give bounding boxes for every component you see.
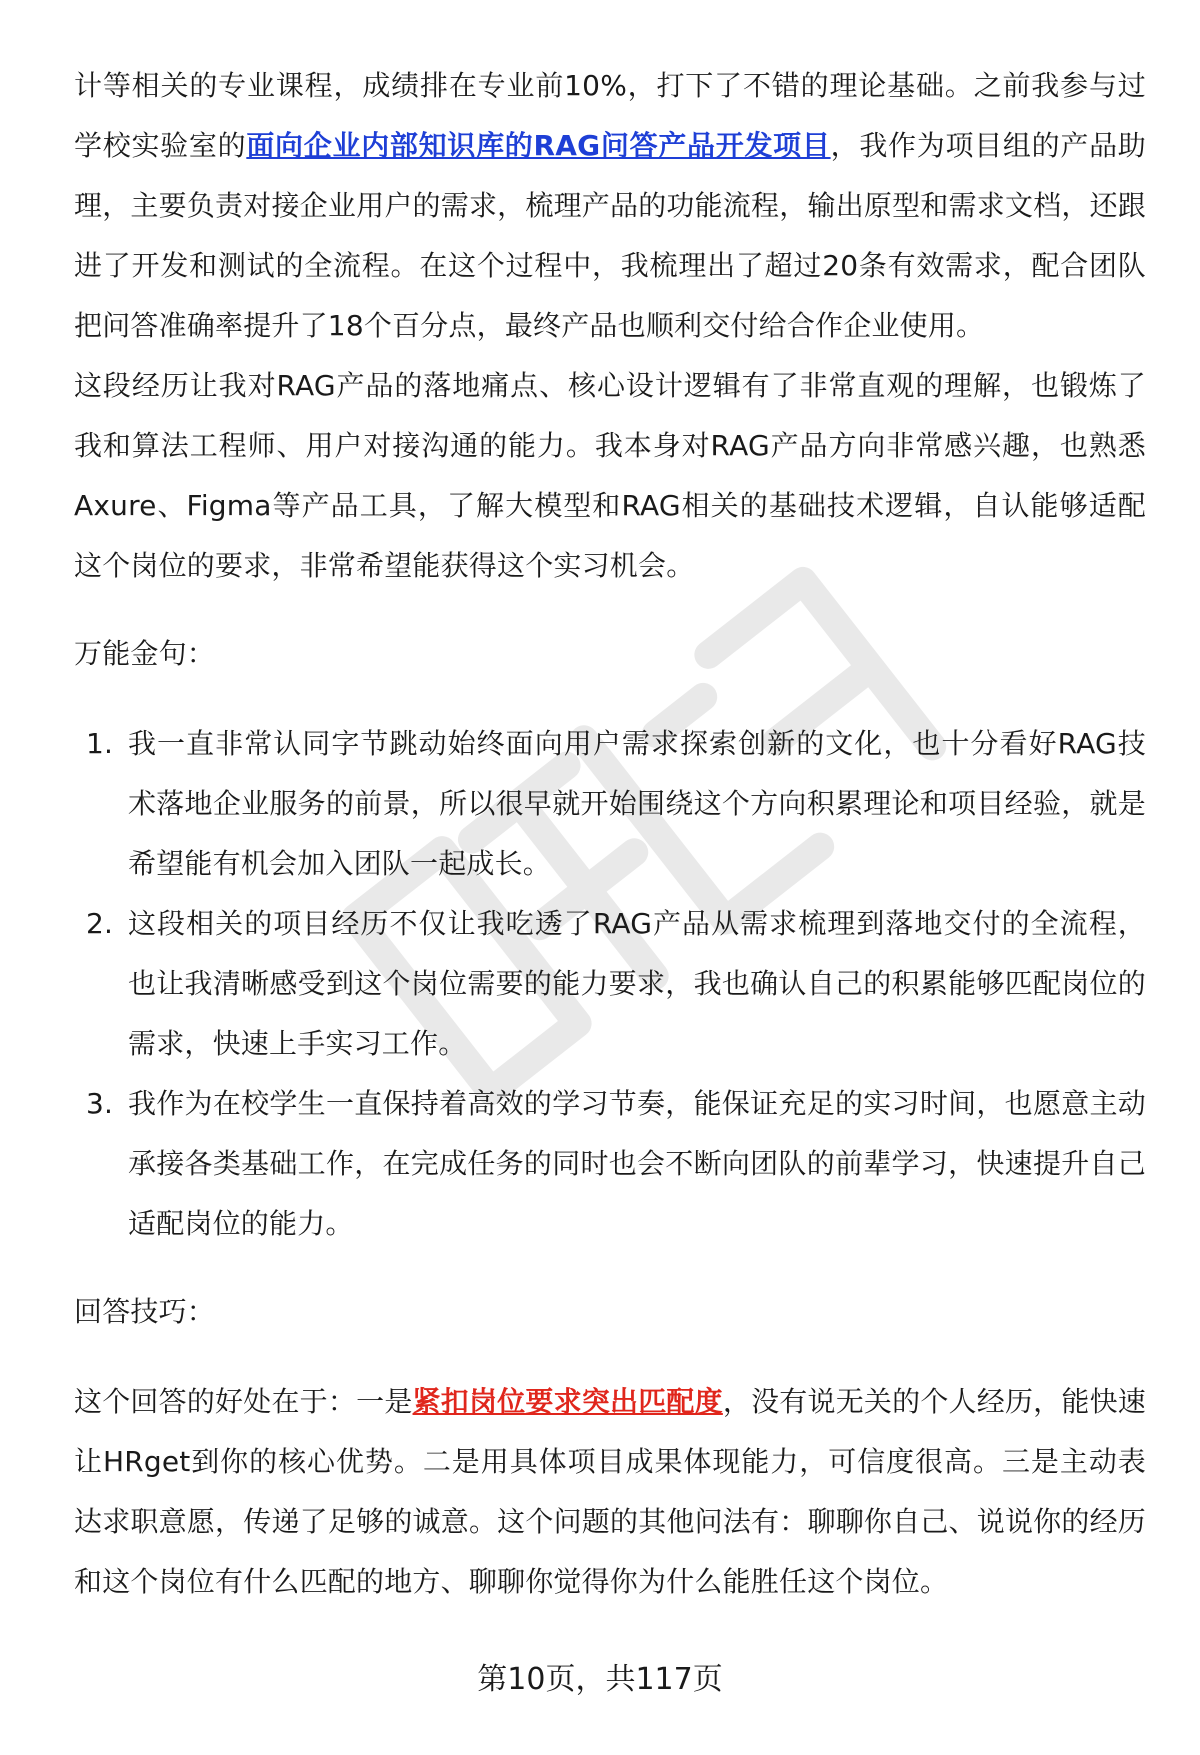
list-item-text: 这段相关的项目经历不仅让我吃透了RAG产品从需求梳理到落地交付的全流程，也让我清晰感受到这个岗位需要的能力要求，我也确认自己的积累能够匹配岗位的需求，快速上手实习工作。 bbox=[128, 907, 1146, 1060]
list-item bbox=[74, 1074, 1146, 1254]
project-paragraph bbox=[74, 56, 1146, 356]
project-text-end: ，我作为项目组的产品助理，主要负责对接企业用户的需求，梳理产品的功能流程，输出原型和需求文档，还跟进了开发和测试的全流程。在这个过程中，我梳理出了超过20条有效需求，配合团队把问答准确率提升了18个百分点，最终产品也顺利交付给合作企业使用。 bbox=[74, 129, 1147, 342]
list-item bbox=[74, 714, 1146, 894]
page-footer: 第10页，共117页 bbox=[477, 1662, 723, 1697]
golden-sentences-heading: 万能金句： bbox=[74, 637, 216, 670]
answer-tips-heading: 回答技巧： bbox=[74, 1295, 216, 1328]
list-item-text: 我一直非常认同字节跳动始终面向用户需求探索创新的文化，也十分看好RAG技术落地企业服务的前景，所以很早就开始围绕这个方向积累理论和项目经验，就是希望能有机会加入团队一起成长。 bbox=[128, 727, 1146, 880]
main-content bbox=[74, 56, 1146, 1612]
list-item-number: 3. bbox=[86, 1087, 114, 1120]
list-item bbox=[74, 894, 1146, 1074]
project-text-start: 计等相关的专业课程，成绩排在专业前10%，打下了不错的理论基础。之前我参与过学校实验室的 bbox=[74, 69, 1146, 162]
list-item-number: 1. bbox=[86, 727, 114, 760]
list-item-number: 2. bbox=[86, 907, 114, 940]
list-item-text: 我作为在校学生一直保持着高效的学习节奏，能保证充足的实习时间，也愿意主动承接各类基础工作，在完成任务的同时也会不断向团队的前辈学习，快速提升自己适配岗位的能力。 bbox=[128, 1087, 1146, 1240]
tips-text-end: ，没有说无关的个人经历，能快速让HRget到你的核心优势。二是用具体项目成果体现能力，可信度很高。三是主动表达求职意愿，传递了足够的诚意。这个问题的其他问法有：聊聊你自己、说说你的经历和这个岗位有什么匹配的地方、聊聊你觉得你为什么能胜任这个岗位。 bbox=[74, 1385, 1147, 1598]
golden-sentences-list bbox=[74, 714, 1146, 1254]
answer-tips-paragraph bbox=[74, 1372, 1146, 1612]
tips-highlight-text: 紧扣岗位要求突出匹配度 bbox=[412, 1385, 723, 1418]
tips-text-start: 这个回答的好处在于：一是 bbox=[74, 1385, 413, 1418]
project-highlight-link[interactable]: 面向企业内部知识库的RAG问答产品开发项目 bbox=[246, 129, 831, 162]
experience-paragraph: 这段经历让我对RAG产品的落地痛点、核心设计逻辑有了非常直观的理解，也锻炼了我和算法工程师、用户对接沟通的能力。我本身对RAG产品方向非常感兴趣，也熟悉Axure、Figma等产品工具，了解大模型和RAG相关的基础技术逻辑，自认能够适配这个岗位的要求，非常希望能获得这个实习机会。 bbox=[74, 369, 1146, 582]
